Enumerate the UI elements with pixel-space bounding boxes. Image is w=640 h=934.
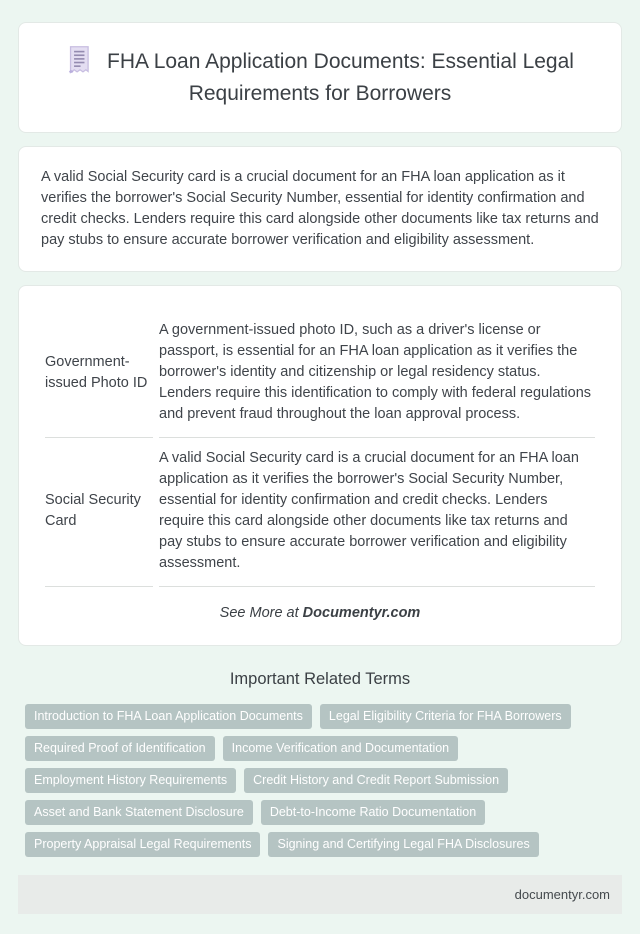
related-term-tag[interactable]: Credit History and Credit Report Submission <box>244 768 508 793</box>
related-term-tag[interactable]: Signing and Certifying Legal FHA Disclosures <box>268 832 538 857</box>
related-term-tag[interactable]: Introduction to FHA Loan Application Documents <box>25 704 312 729</box>
term-cell: Social Security Card <box>45 438 153 587</box>
related-terms-list <box>25 704 615 857</box>
summary-card <box>18 146 622 272</box>
receipt-icon <box>66 45 92 79</box>
description-cell: A government-issued photo ID, such as a driver's license or passport, is essential for an FHA loan application as it verifies the borrower's identity and citizenship or legal residency status. Lenders require this identification to comply with federal regulations and prevent fraud throughout the loan approval process. <box>159 310 595 438</box>
table-row <box>45 438 595 587</box>
see-more-prefix: See More at <box>219 605 303 621</box>
summary-text: A valid Social Security card is a crucial document for an FHA loan application as it verifies the borrower's Social Security Number, essential for identity confirmation and credit checks. Lenders require this card alongside other documents like tax returns and pay stubs to ensure accurate borrower verification and eligibility assessment. <box>41 169 599 248</box>
page-title: FHA Loan Application Documents: Essential Legal Requirements for Borrowers <box>107 50 574 105</box>
documents-card <box>18 285 622 646</box>
related-term-tag[interactable]: Legal Eligibility Criteria for FHA Borrowers <box>320 704 571 729</box>
footer-site-link[interactable]: documentyr.com <box>514 887 610 902</box>
description-cell: A valid Social Security card is a crucial document for an FHA loan application as it verifies the borrower's Social Security Number, essential for identity confirmation and credit checks. Lenders require this card alongside other documents like tax returns and pay stubs to ensure accurate borrower verification and eligibility assessment. <box>159 438 595 587</box>
see-more-line <box>39 587 601 631</box>
related-term-tag[interactable]: Property Appraisal Legal Requirements <box>25 832 260 857</box>
term-cell: Government-issued Photo ID <box>45 310 153 438</box>
header-card <box>18 22 622 133</box>
footer-bar <box>18 875 622 914</box>
related-term-tag[interactable]: Required Proof of Identification <box>25 736 215 761</box>
table-row <box>45 310 595 438</box>
related-term-tag[interactable]: Employment History Requirements <box>25 768 236 793</box>
documents-table <box>39 310 601 587</box>
related-terms-heading: Important Related Terms <box>229 670 411 688</box>
related-term-tag[interactable]: Debt-to-Income Ratio Documentation <box>261 800 485 825</box>
brand-link[interactable]: Documentyr.com <box>302 605 421 621</box>
related-term-tag[interactable]: Income Verification and Documentation <box>223 736 459 761</box>
related-term-tag[interactable]: Asset and Bank Statement Disclosure <box>25 800 253 825</box>
